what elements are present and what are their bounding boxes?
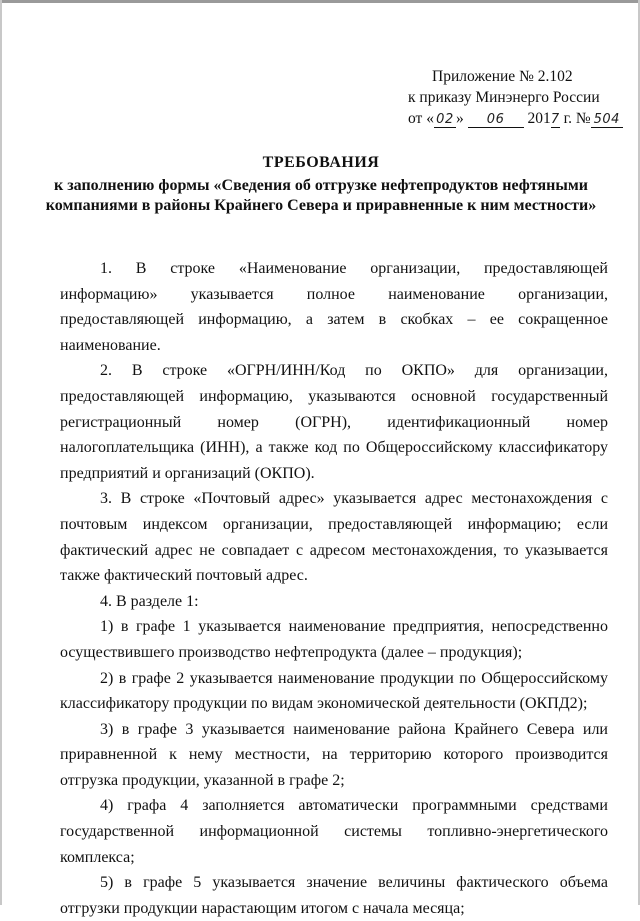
order-reference: к приказу Минэнерго России: [408, 89, 600, 106]
paragraph-4: 4. В разделе 1:: [100, 592, 199, 610]
scan-edge-top: [0, 0, 640, 3]
requirements-body: [60, 256, 608, 921]
document-title: [40, 153, 602, 216]
order-day: 02: [434, 112, 456, 128]
year-prefix: 201: [527, 110, 551, 127]
paragraph-2: 2. В строке «ОГРН/ИНН/Код по ОКПО» для организации, предоставляющей информацию, указываются основной государственный регистрационный номер (ОГРН), идентификационный номер налогоплательщика (ИНН), а также код по Общероссийскому классификатору предприятий и организаций (ОКПО).: [60, 362, 608, 482]
order-date-line: [408, 108, 632, 129]
list-item-2: 2) в графе 2 указывается наименование продукции по Общероссийскому классификатору продукции по видам экономической деятельности (ОКПД2);: [60, 669, 608, 713]
title-subtitle: к заполнению формы «Сведения об отгрузке нефтепродуктов нефтяными компаниями в районы Крайнего Севера и приравненные к ним местности»: [45, 177, 597, 214]
title-heading: ТРЕБОВАНИЯ: [262, 154, 380, 171]
list-item-5: 5) в графе 5 указывается значение величины фактического объема отгрузки продукции нарастающим итогом с начала месяца;: [60, 874, 608, 917]
scan-edge-left: [0, 0, 2, 905]
date-prefix: от «: [408, 110, 434, 127]
paragraph-1: 1. В строке «Наименование организации, предоставляющей информацию» указывается полное наименование организации, предоставляющей информацию, а затем в скобках – ее сокращенное наименование.: [60, 260, 608, 354]
year-suffix: г. №: [563, 110, 591, 127]
list-item-3: 3) в графе 3 указывается наименование района Крайнего Севера или приравненной к нему местности, на территорию которого производится отгрузка продукции, указанной в графе 2;: [60, 720, 608, 789]
paragraph-3: 3. В строке «Почтовый адрес» указывается адрес местонахождения с почтовым индексом организации, предоставляющей информацию; если фактический адрес не совпадает с адресом местонахождения, то указывается также фактический почтовый адрес.: [60, 490, 608, 585]
list-item-1: 1) в графе 1 указывается наименование предприятия, непосредственно осуществившего производство нефтепродукта (далее – продукция);: [60, 618, 608, 661]
appendix-number: Приложение № 2.102: [432, 68, 573, 85]
date-separator: »: [455, 110, 464, 127]
list-item-4: 4) графа 4 заполняется автоматически программными средствами государственной информационной системы топливно-энергетического комплекса;: [60, 797, 608, 866]
order-month: 06: [468, 112, 524, 128]
year-digit: 7: [550, 112, 560, 127]
order-number: 504: [591, 112, 623, 128]
appendix-header: [408, 66, 632, 129]
